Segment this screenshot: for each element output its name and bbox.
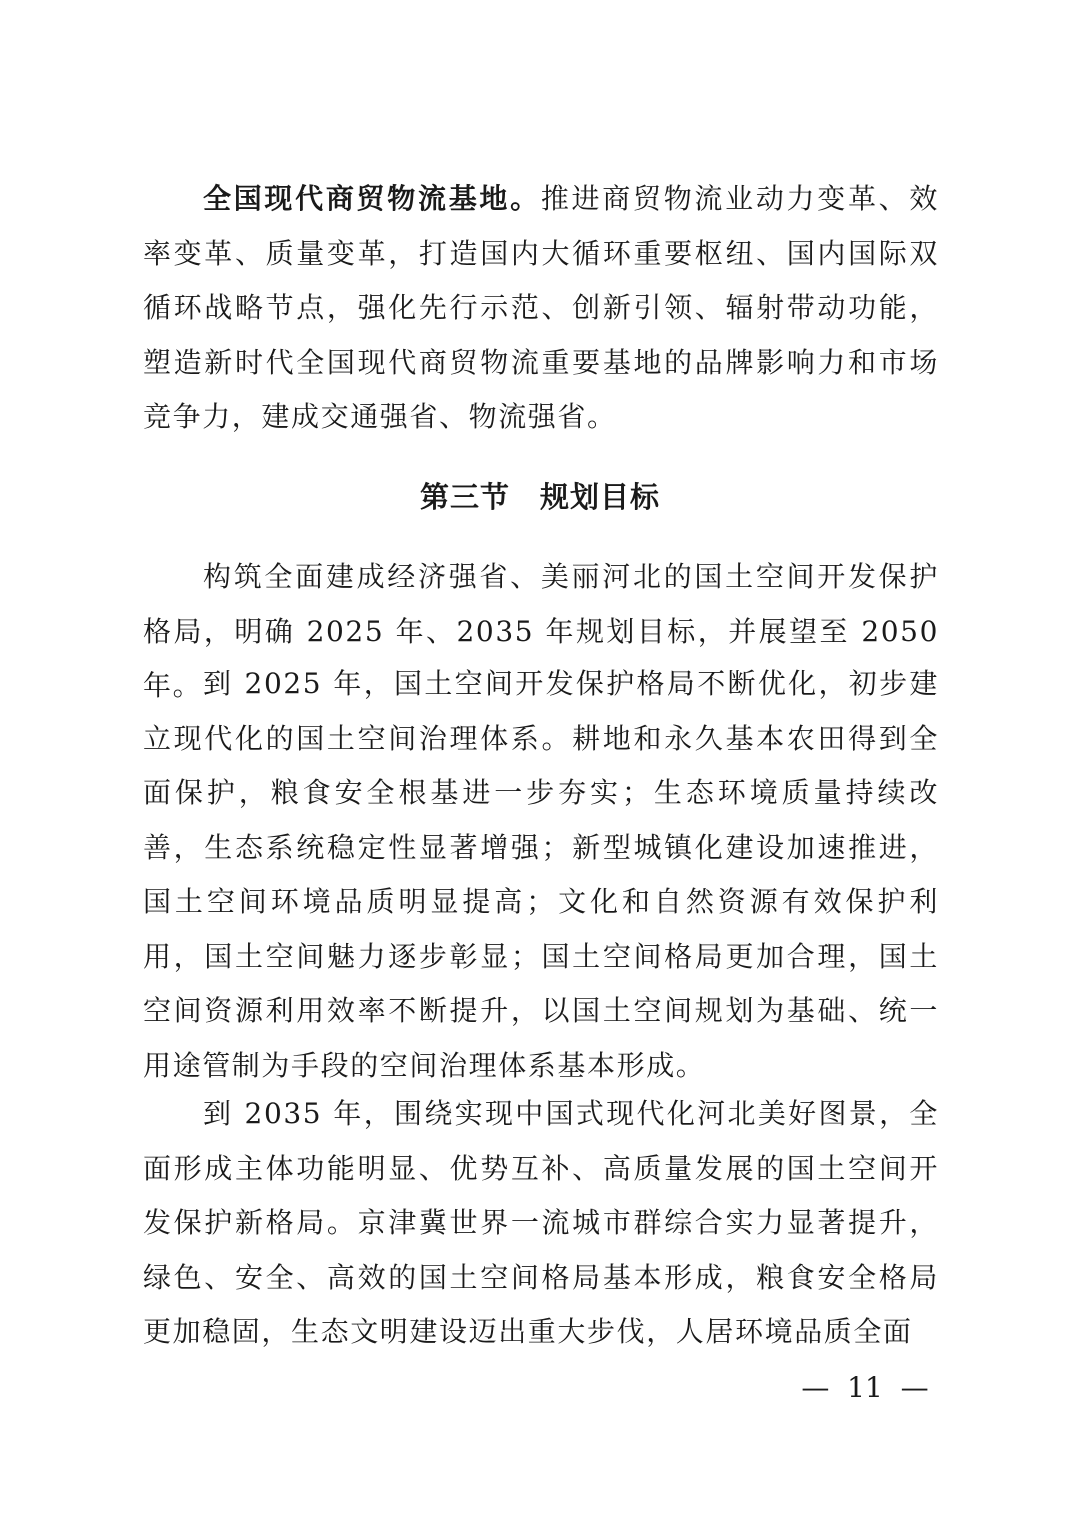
page-number: — 11 — [801,1371,929,1404]
paragraph-body: 推进商贸物流业动力变革、效率变革、质量变革，打造国内大循环重要枢纽、国内国际双循环战略节点，强化先行示范、创新引领、辐射带动功能，塑造新时代全国现代商贸物流重要基地的品牌影响力和市场竞争力，建成交通强省、物流强省。 [143,182,939,433]
paragraph-commerce-logistics-base [143,172,939,445]
paragraph-lead-heading: 全国现代商贸物流基地。 [203,182,541,215]
paragraph-2025-goals: 到 2025 年，国土空间开发保护格局不断优化，初步建立现代化的国土空间治理体系。耕地和永久基本农田得到全面保护，粮食安全根基进一步夯实；生态环境质量持续改善，生态系统稳定性显著增强；新型城镇化建设加速推进，国土空间环境品质明显提高；文化和自然资源有效保护利用，国土空间魅力逐步彰显；国土空间格局更加合理，国土空间资源利用效率不断提升，以国土空间规划为基础、统一用途管制为手段的空间治理体系基本形成。 [143,667,939,1082]
section-heading: 第三节 规划目标 [419,480,660,514]
paragraph-planning-goals-intro: 构筑全面建成经济强省、美丽河北的国土空间开发保护格局，明确 2025 年、2035 年规划目标，并展望至 2050 年。 [143,560,939,702]
paragraph-2035-goals: 到 2035 年，围绕实现中国式现代化河北美好图景，全面形成主体功能明显、优势互补、高质量发展的国土空间开发保护新格局。京津冀世界一流城市群综合实力显著提升，绿色、安全、高效的国土空间格局基本形成，粮食安全格局更加稳固，生态文明建设迈出重大步伐，人居环境品质全面 [143,1097,939,1348]
